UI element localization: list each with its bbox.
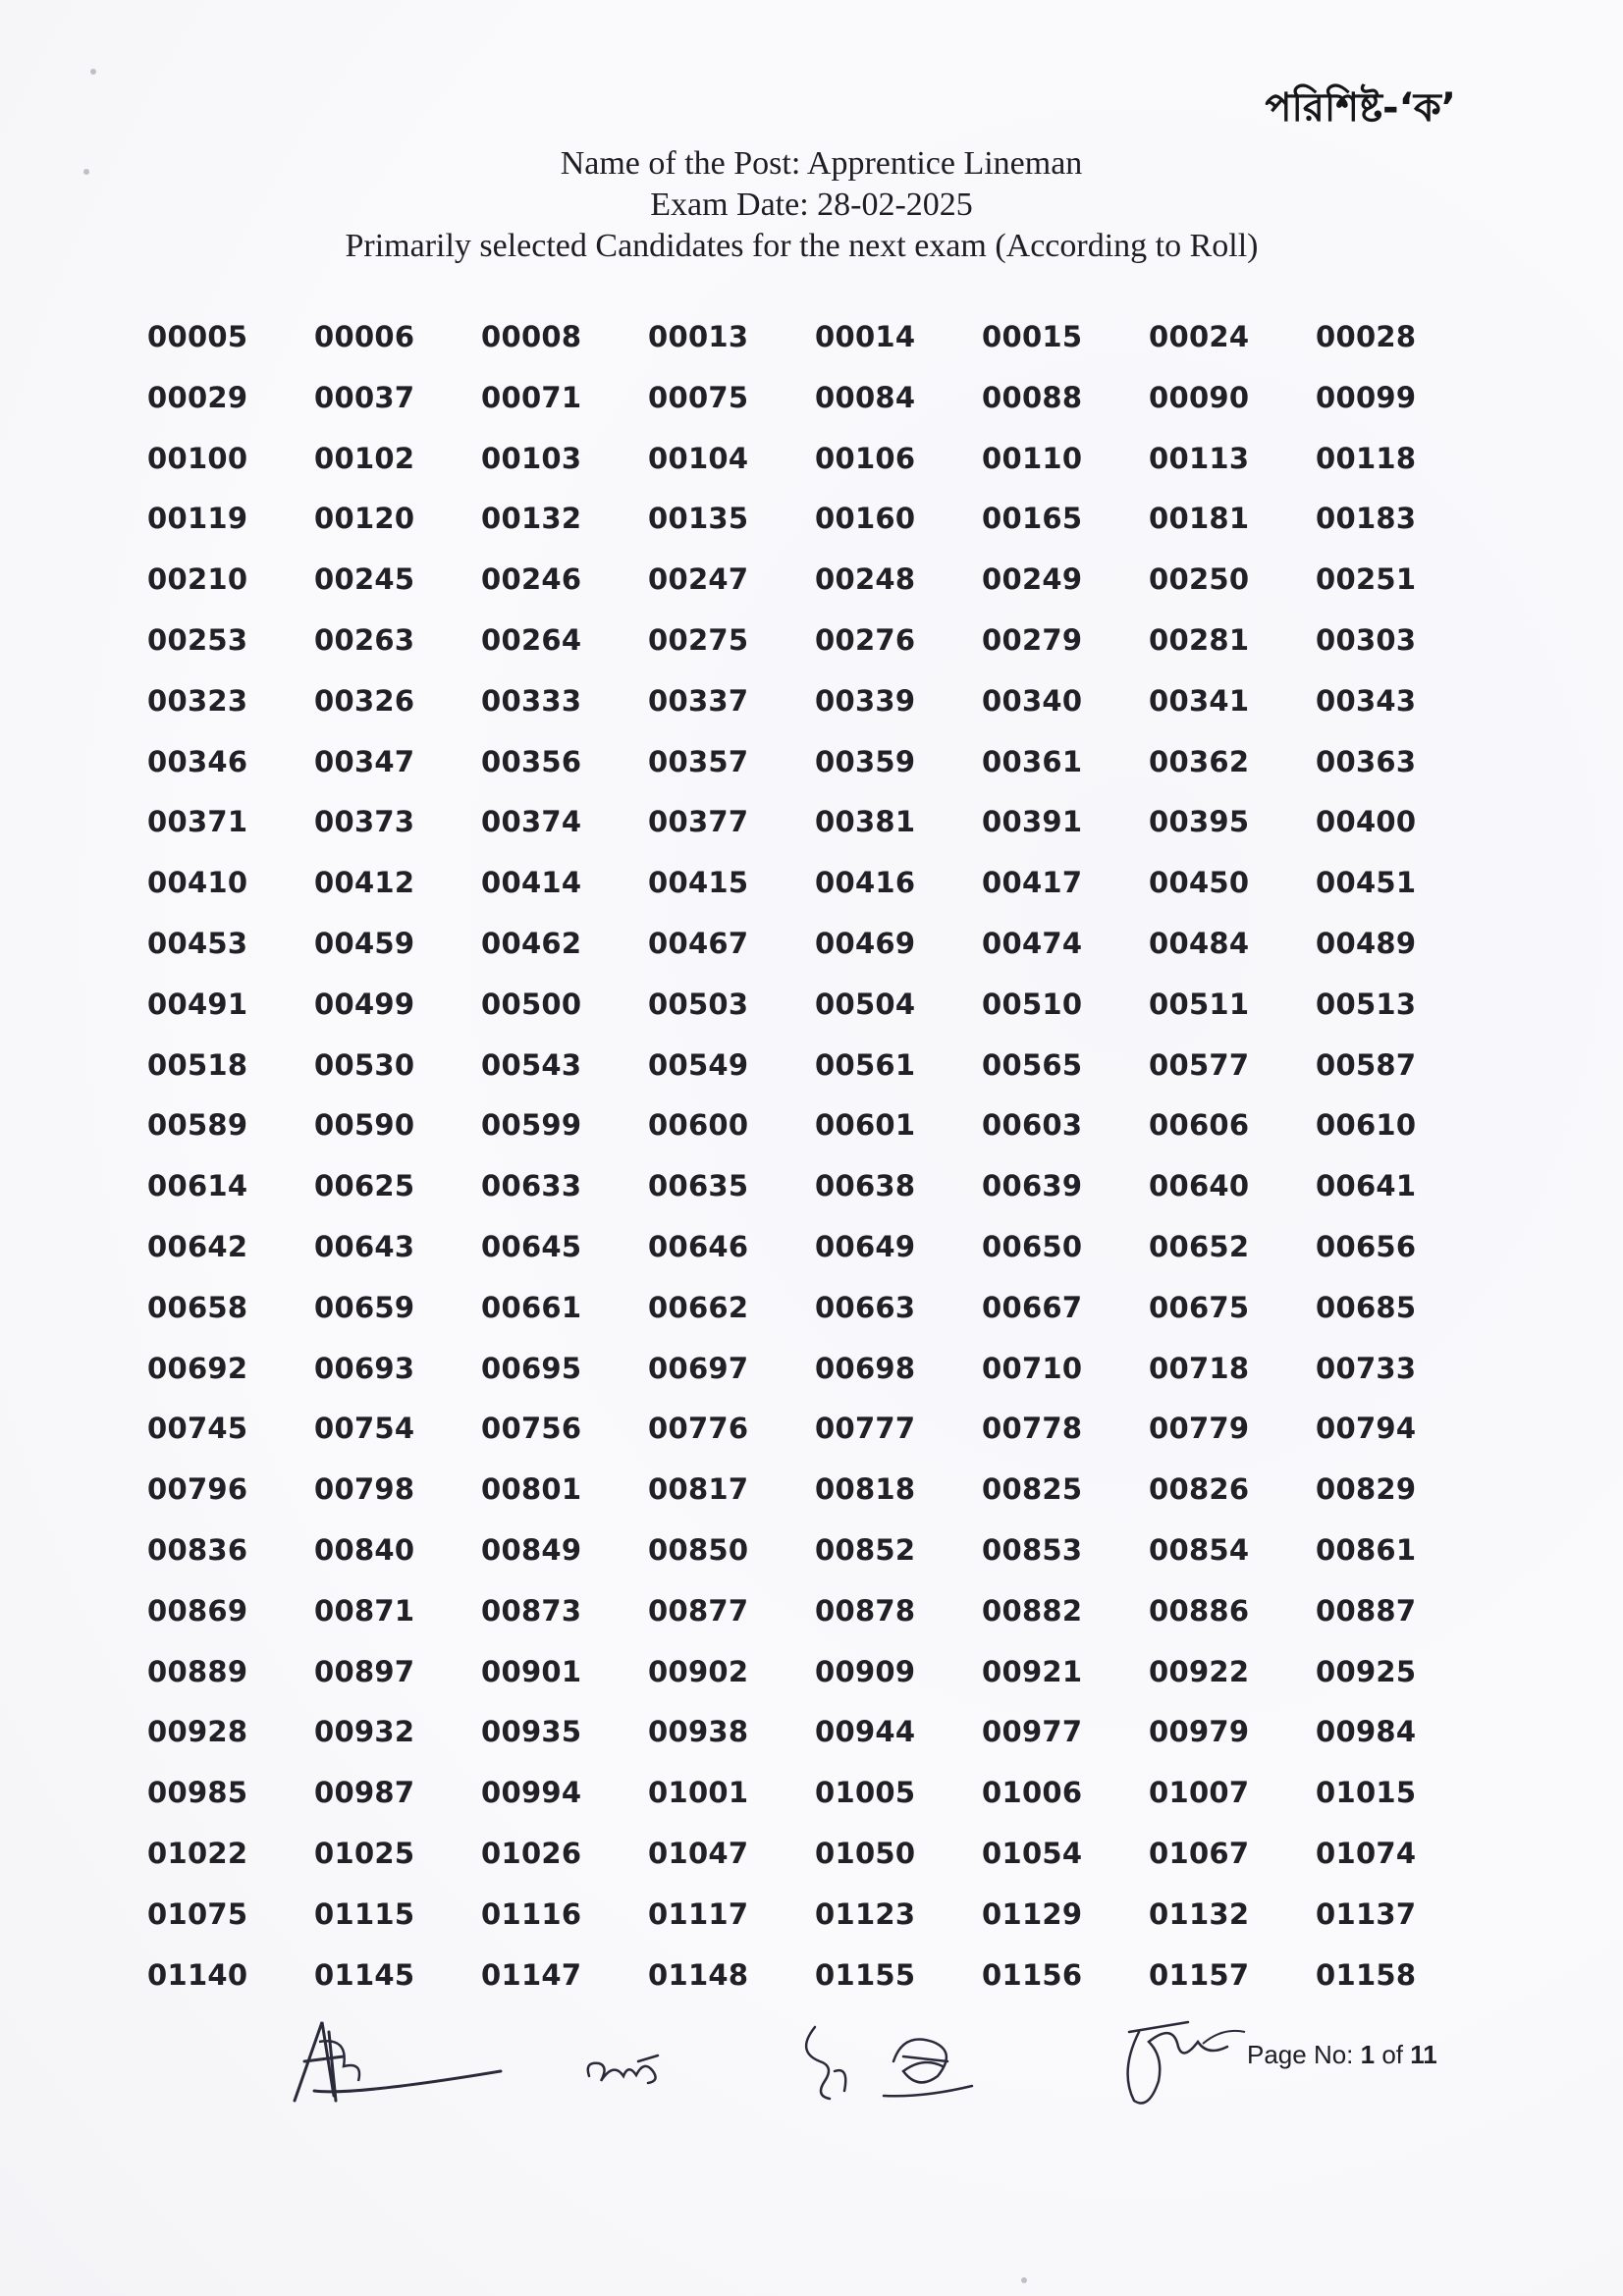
roll-number: 00371 [147, 805, 248, 839]
roll-number: 01145 [314, 1957, 415, 1992]
roll-number: 00599 [481, 1108, 582, 1143]
roll-number: 01050 [815, 1836, 916, 1870]
roll-number: 00659 [314, 1290, 415, 1324]
roll-number: 00249 [982, 562, 1083, 597]
roll-number: 00675 [1149, 1290, 1250, 1324]
roll-number: 00661 [481, 1290, 582, 1324]
roll-number: 00106 [815, 441, 916, 475]
roll-number: 00984 [1316, 1715, 1417, 1749]
roll-number: 00889 [147, 1654, 248, 1688]
roll-number: 00014 [815, 320, 916, 353]
roll-number: 01148 [648, 1957, 749, 1992]
roll-number: 00462 [481, 926, 582, 960]
roll-number: 00499 [314, 987, 415, 1021]
roll-number: 00886 [1149, 1593, 1250, 1628]
roll-number: 00381 [815, 805, 916, 839]
roll-number: 00333 [481, 683, 582, 718]
signature-2 [579, 2042, 677, 2101]
roll-number: 00692 [147, 1351, 248, 1385]
roll-number: 00871 [314, 1593, 415, 1628]
roll-number: 00640 [1149, 1169, 1250, 1203]
roll-number: 00275 [648, 622, 749, 657]
roll-number: 00210 [147, 562, 248, 597]
roll-number: 00928 [147, 1715, 248, 1749]
roll-number: 00088 [982, 380, 1083, 414]
roll-number: 01123 [815, 1896, 916, 1931]
roll-number-grid [147, 320, 1483, 2018]
roll-number: 00459 [314, 926, 415, 960]
roll-number: 00854 [1149, 1532, 1250, 1567]
roll-number: 00897 [314, 1654, 415, 1688]
roll-number: 00361 [982, 744, 1083, 778]
roll-number: 00104 [648, 441, 749, 475]
roll-number: 00037 [314, 380, 415, 414]
roll-number: 00132 [481, 502, 582, 536]
roll-number: 00794 [1316, 1412, 1417, 1446]
roll-number: 00469 [815, 926, 916, 960]
roll-number: 00836 [147, 1532, 248, 1567]
roll-number: 00603 [982, 1108, 1083, 1143]
annex-label: পরিশিষ্ট-‘ক’ [1265, 85, 1456, 131]
roll-number: 00745 [147, 1412, 248, 1446]
roll-number: 01054 [982, 1836, 1083, 1870]
roll-number: 00944 [815, 1715, 916, 1749]
roll-number: 00589 [147, 1108, 248, 1143]
exam-date: Exam Date: 28-02-2025 [650, 187, 973, 223]
roll-number: 00135 [648, 502, 749, 536]
roll-number: 00663 [815, 1290, 916, 1324]
roll-number: 00776 [648, 1412, 749, 1446]
roll-number: 00100 [147, 441, 248, 475]
roll-number: 00006 [314, 320, 415, 353]
roll-number: 00543 [481, 1047, 582, 1082]
roll-number: 00935 [481, 1715, 582, 1749]
roll-number: 00084 [815, 380, 916, 414]
roll-number: 01147 [481, 1957, 582, 1992]
roll-number: 01022 [147, 1836, 248, 1870]
roll-number: 00779 [1149, 1412, 1250, 1446]
roll-number: 00565 [982, 1047, 1083, 1082]
page-label: Page No: [1247, 2040, 1361, 2069]
roll-number: 00024 [1149, 320, 1250, 353]
roll-number: 00416 [815, 866, 916, 900]
roll-number: 00356 [481, 744, 582, 778]
roll-number: 00878 [815, 1593, 916, 1628]
roll-number: 00902 [648, 1654, 749, 1688]
roll-number: 00938 [648, 1715, 749, 1749]
roll-number: 00264 [481, 622, 582, 657]
roll-number: 00561 [815, 1047, 916, 1082]
roll-number: 00667 [982, 1290, 1083, 1324]
roll-number: 00601 [815, 1108, 916, 1143]
roll-number: 00685 [1316, 1290, 1417, 1324]
roll-number: 01117 [648, 1896, 749, 1931]
roll-number: 00339 [815, 683, 916, 718]
roll-number: 00160 [815, 502, 916, 536]
roll-number: 00549 [648, 1047, 749, 1082]
roll-number: 00113 [1149, 441, 1250, 475]
roll-number: 01140 [147, 1957, 248, 1992]
roll-number: 00410 [147, 866, 248, 900]
roll-number: 00500 [481, 987, 582, 1021]
roll-number: 00183 [1316, 502, 1417, 536]
roll-number: 00606 [1149, 1108, 1250, 1143]
signature-3 [776, 2012, 874, 2110]
roll-number: 00662 [648, 1290, 749, 1324]
roll-number: 00090 [1149, 380, 1250, 414]
roll-number: 00639 [982, 1169, 1083, 1203]
page-current: 1 [1360, 2040, 1376, 2069]
roll-number: 01132 [1149, 1896, 1250, 1931]
roll-number: 00451 [1316, 866, 1417, 900]
roll-number: 00362 [1149, 744, 1250, 778]
page-total: 11 [1410, 2040, 1437, 2069]
document-header [0, 143, 1623, 267]
roll-number: 00633 [481, 1169, 582, 1203]
roll-number: 00614 [147, 1169, 248, 1203]
roll-number: 00513 [1316, 987, 1417, 1021]
roll-number: 00374 [481, 805, 582, 839]
roll-number: 00994 [481, 1776, 582, 1810]
roll-number: 00882 [982, 1593, 1083, 1628]
roll-number: 00165 [982, 502, 1083, 536]
roll-number: 00801 [481, 1472, 582, 1507]
roll-number: 00251 [1316, 562, 1417, 597]
roll-number: 00248 [815, 562, 916, 597]
roll-number: 00625 [314, 1169, 415, 1203]
scan-speck [83, 169, 89, 175]
roll-number: 00071 [481, 380, 582, 414]
roll-number: 00467 [648, 926, 749, 960]
roll-number: 01007 [1149, 1776, 1250, 1810]
roll-number: 00641 [1316, 1169, 1417, 1203]
roll-number: 00028 [1316, 320, 1417, 353]
roll-number: 00340 [982, 683, 1083, 718]
roll-number: 00414 [481, 866, 582, 900]
roll-number: 00118 [1316, 441, 1417, 475]
roll-number: 00849 [481, 1532, 582, 1567]
roll-number: 01006 [982, 1776, 1083, 1810]
roll-number: 00450 [1149, 866, 1250, 900]
roll-number: 01067 [1149, 1836, 1250, 1870]
roll-number: 00395 [1149, 805, 1250, 839]
roll-number: 00474 [982, 926, 1083, 960]
page-of: of [1375, 2040, 1411, 2069]
roll-number: 00373 [314, 805, 415, 839]
roll-number: 01074 [1316, 1836, 1417, 1870]
roll-number: 00326 [314, 683, 415, 718]
roll-number: 00503 [648, 987, 749, 1021]
roll-number: 01157 [1149, 1957, 1250, 1992]
roll-number: 00610 [1316, 1108, 1417, 1143]
roll-number: 00909 [815, 1654, 916, 1688]
page-number [1247, 2040, 1437, 2070]
roll-number: 00873 [481, 1593, 582, 1628]
roll-number: 00102 [314, 441, 415, 475]
roll-number: 00754 [314, 1412, 415, 1446]
roll-number: 00510 [982, 987, 1083, 1021]
roll-number: 00645 [481, 1229, 582, 1263]
roll-number: 00504 [815, 987, 916, 1021]
roll-number: 01155 [815, 1957, 916, 1992]
roll-number: 00650 [982, 1229, 1083, 1263]
signature-row [275, 2002, 1453, 2140]
roll-number: 00638 [815, 1169, 916, 1203]
roll-number: 00590 [314, 1108, 415, 1143]
roll-number: 00347 [314, 744, 415, 778]
roll-number: 00417 [982, 866, 1083, 900]
roll-number: 00276 [815, 622, 916, 657]
roll-number: 00652 [1149, 1229, 1250, 1263]
scan-speck [90, 69, 96, 75]
roll-number: 00697 [648, 1351, 749, 1385]
roll-number: 00869 [147, 1593, 248, 1628]
roll-number: 00921 [982, 1654, 1083, 1688]
roll-number: 00693 [314, 1351, 415, 1385]
roll-number: 00029 [147, 380, 248, 414]
roll-number: 00658 [147, 1290, 248, 1324]
roll-number: 00840 [314, 1532, 415, 1567]
roll-number: 00013 [648, 320, 749, 353]
signature-4 [874, 2017, 982, 2115]
roll-number: 00015 [982, 320, 1083, 353]
roll-number: 00778 [982, 1412, 1083, 1446]
roll-number: 00987 [314, 1776, 415, 1810]
roll-number: 00453 [147, 926, 248, 960]
roll-number: 00925 [1316, 1654, 1417, 1688]
roll-number: 01158 [1316, 1957, 1417, 1992]
roll-number: 00710 [982, 1351, 1083, 1385]
roll-number: 00303 [1316, 622, 1417, 657]
roll-number: 00530 [314, 1047, 415, 1082]
roll-number: 00415 [648, 866, 749, 900]
roll-number: 00695 [481, 1351, 582, 1385]
roll-number: 01129 [982, 1896, 1083, 1931]
roll-number: 00600 [648, 1108, 749, 1143]
roll-number: 00357 [648, 744, 749, 778]
roll-number: 01025 [314, 1836, 415, 1870]
roll-number: 00777 [815, 1412, 916, 1446]
roll-number: 01137 [1316, 1896, 1417, 1931]
roll-number: 01115 [314, 1896, 415, 1931]
roll-number: 00103 [481, 441, 582, 475]
roll-number: 00587 [1316, 1047, 1417, 1082]
roll-number: 00343 [1316, 683, 1417, 718]
roll-number: 00263 [314, 622, 415, 657]
roll-number: 00877 [648, 1593, 749, 1628]
roll-number: 00698 [815, 1351, 916, 1385]
roll-number: 00852 [815, 1532, 916, 1567]
signature-5 [1109, 2002, 1247, 2120]
roll-number: 00829 [1316, 1472, 1417, 1507]
roll-number: 00818 [815, 1472, 916, 1507]
roll-number: 01005 [815, 1776, 916, 1810]
roll-number: 00181 [1149, 502, 1250, 536]
roll-number: 01026 [481, 1836, 582, 1870]
roll-number: 00484 [1149, 926, 1250, 960]
roll-number: 00005 [147, 320, 248, 353]
roll-number: 00250 [1149, 562, 1250, 597]
roll-number: 00489 [1316, 926, 1417, 960]
roll-number: 00635 [648, 1169, 749, 1203]
roll-number: 00979 [1149, 1715, 1250, 1749]
roll-number: 00110 [982, 441, 1083, 475]
roll-number: 00253 [147, 622, 248, 657]
roll-number: 00491 [147, 987, 248, 1021]
roll-number: 00279 [982, 622, 1083, 657]
roll-number: 01116 [481, 1896, 582, 1931]
roll-number: 00346 [147, 744, 248, 778]
roll-number: 00246 [481, 562, 582, 597]
roll-number: 01047 [648, 1836, 749, 1870]
roll-number: 00518 [147, 1047, 248, 1082]
roll-number: 00922 [1149, 1654, 1250, 1688]
roll-number: 00643 [314, 1229, 415, 1263]
list-subtitle: Primarily selected Candidates for the next exam (According to Roll) [345, 228, 1259, 264]
roll-number: 00733 [1316, 1351, 1417, 1385]
roll-number: 00756 [481, 1412, 582, 1446]
roll-number: 00853 [982, 1532, 1083, 1567]
roll-number: 00887 [1316, 1593, 1417, 1628]
roll-number: 00850 [648, 1532, 749, 1567]
roll-number: 00817 [648, 1472, 749, 1507]
roll-number: 00400 [1316, 805, 1417, 839]
roll-number: 00511 [1149, 987, 1250, 1021]
roll-number: 00245 [314, 562, 415, 597]
roll-number: 00977 [982, 1715, 1083, 1749]
roll-number: 00932 [314, 1715, 415, 1749]
roll-number: 00901 [481, 1654, 582, 1688]
post-name: Name of the Post: Apprentice Lineman [560, 145, 1083, 182]
roll-number: 00412 [314, 866, 415, 900]
roll-number: 00718 [1149, 1351, 1250, 1385]
roll-number: 00826 [1149, 1472, 1250, 1507]
roll-number: 00577 [1149, 1047, 1250, 1082]
roll-number: 00281 [1149, 622, 1250, 657]
roll-number: 00120 [314, 502, 415, 536]
roll-number: 00008 [481, 320, 582, 353]
roll-number: 00649 [815, 1229, 916, 1263]
roll-number: 00642 [147, 1229, 248, 1263]
roll-number: 00359 [815, 744, 916, 778]
roll-number: 00798 [314, 1472, 415, 1507]
roll-number: 01001 [648, 1776, 749, 1810]
roll-number: 00985 [147, 1776, 248, 1810]
roll-number: 00099 [1316, 380, 1417, 414]
roll-number: 00323 [147, 683, 248, 718]
roll-number: 00391 [982, 805, 1083, 839]
roll-number: 01075 [147, 1896, 248, 1931]
roll-number: 01015 [1316, 1776, 1417, 1810]
signature-1 [275, 2002, 511, 2120]
roll-number: 00656 [1316, 1229, 1417, 1263]
roll-number: 00247 [648, 562, 749, 597]
roll-number: 01156 [982, 1957, 1083, 1992]
scan-speck [1021, 2277, 1027, 2283]
roll-number: 00119 [147, 502, 248, 536]
roll-number: 00075 [648, 380, 749, 414]
roll-number: 00796 [147, 1472, 248, 1507]
roll-number: 00341 [1149, 683, 1250, 718]
roll-number: 00337 [648, 683, 749, 718]
roll-number: 00861 [1316, 1532, 1417, 1567]
roll-number: 00363 [1316, 744, 1417, 778]
roll-number: 00825 [982, 1472, 1083, 1507]
roll-number: 00377 [648, 805, 749, 839]
roll-number: 00646 [648, 1229, 749, 1263]
